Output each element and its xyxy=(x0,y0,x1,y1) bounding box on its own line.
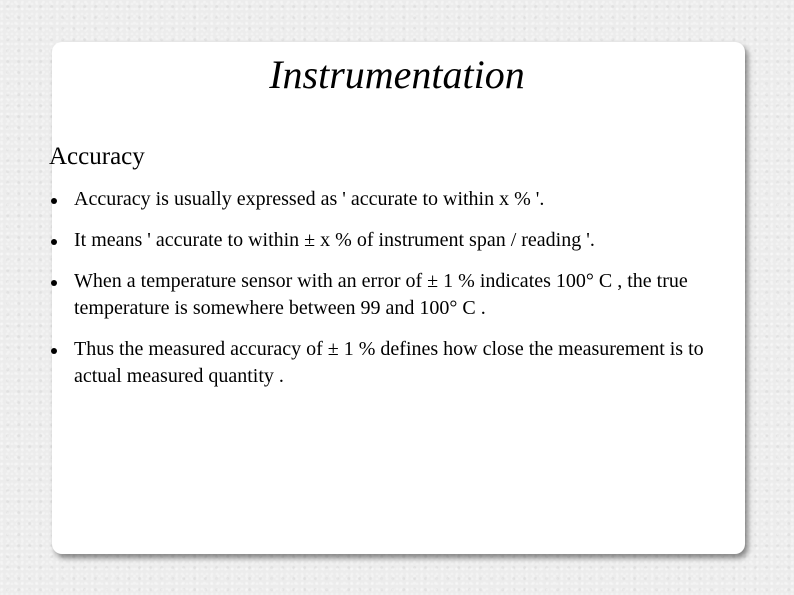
list-item xyxy=(49,227,749,254)
slide-title: Instrumentation xyxy=(269,52,525,97)
bullet-text: Thus the measured accuracy of ± 1 % defines how close the measurement is to actual measured quantity . xyxy=(74,338,704,387)
bullet-icon xyxy=(51,198,57,204)
list-item xyxy=(49,186,749,213)
list-item xyxy=(49,268,749,322)
bullet-icon xyxy=(51,280,57,286)
bullet-text: Accuracy is usually expressed as ' accurate to within x % '. xyxy=(74,188,545,210)
bullet-text: When a temperature sensor with an error of ± 1 % indicates 100° C , the true temperature is somewhere between 99 and 100° C . xyxy=(74,270,688,319)
bullet-icon xyxy=(51,239,57,245)
bullet-list xyxy=(49,186,749,404)
section-heading: Accuracy xyxy=(49,143,145,170)
list-item xyxy=(49,336,749,390)
bullet-icon xyxy=(51,348,57,354)
bullet-text: It means ' accurate to within ± x % of instrument span / reading '. xyxy=(74,229,595,251)
